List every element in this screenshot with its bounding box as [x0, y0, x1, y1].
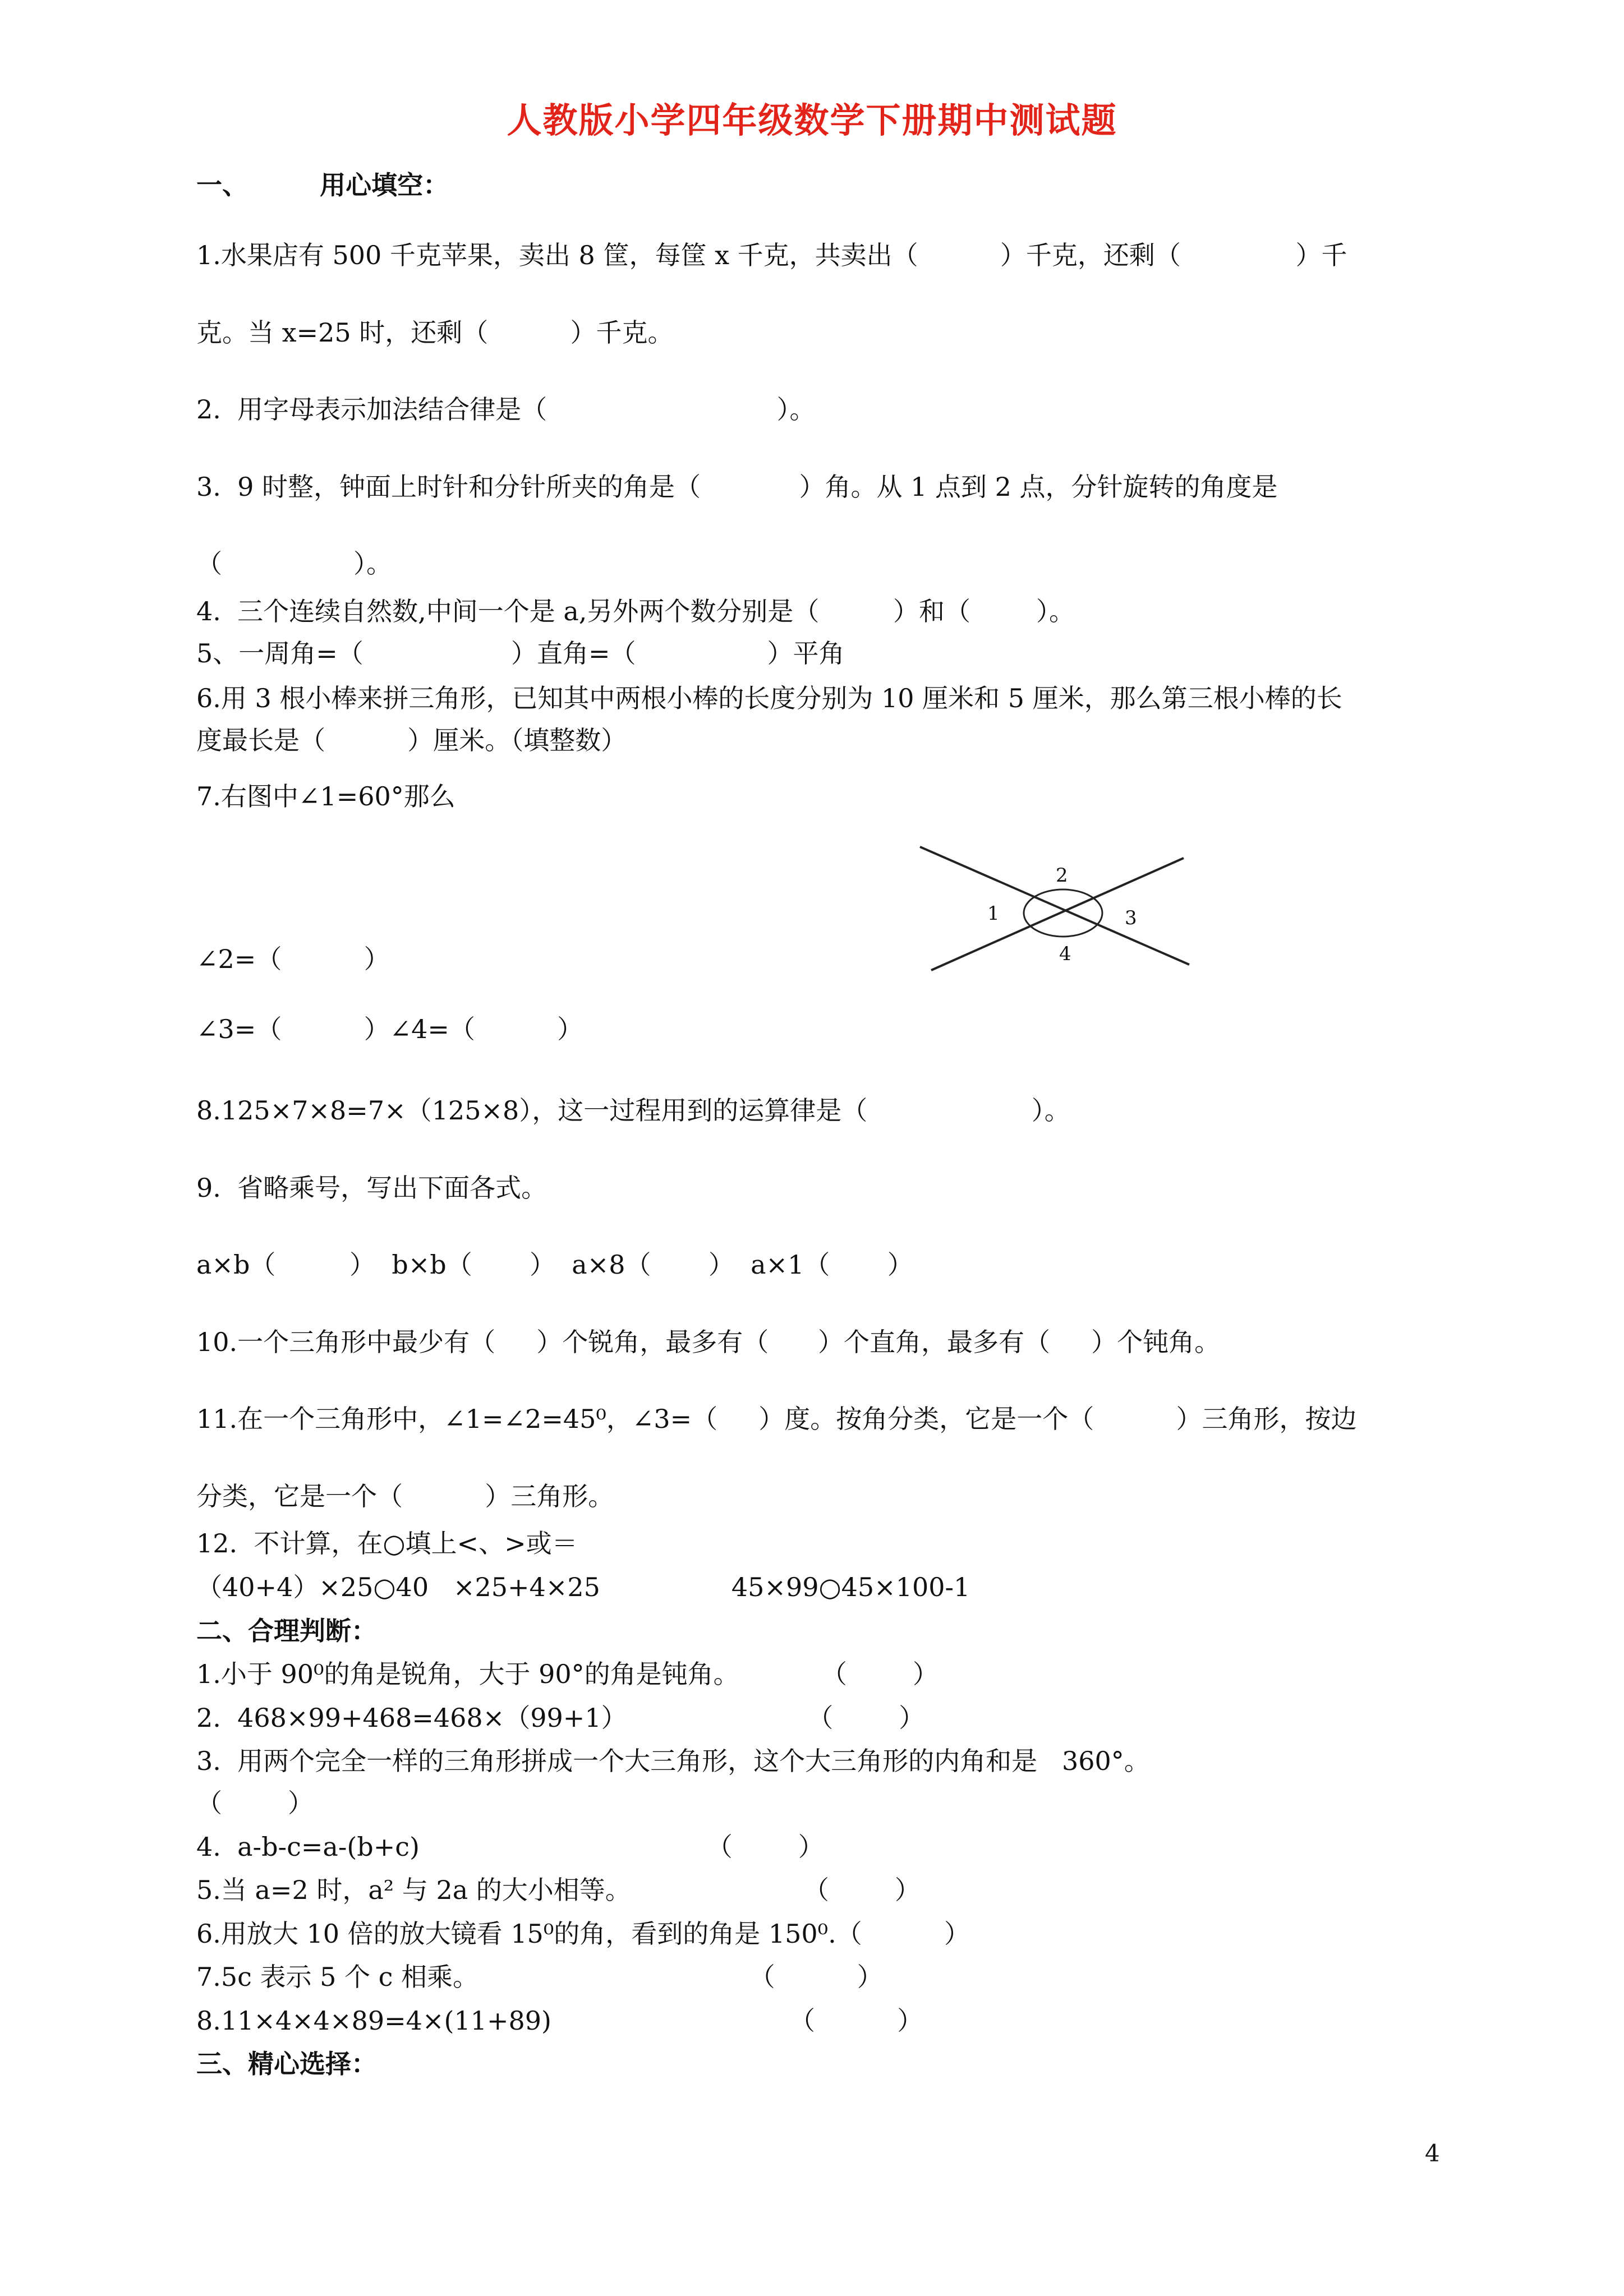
- angle-diagram: [909, 836, 1200, 981]
- judge-7: 7.5c 表示 5 个 c 相乘。 （ ）: [196, 1962, 883, 1992]
- question-11-line-2: 分类，它是一个（ ）三角形。: [196, 1481, 614, 1511]
- page-title: 人教版小学四年级数学下册期中测试题: [507, 100, 1117, 141]
- question-8: 8.125×7×8=7×（125×8），这一过程用到的运算律是（ ）。: [196, 1095, 1070, 1126]
- question-3-line-1: 3. 9 时整，钟面上时针和分针所夹的角是（ ）角。从 1 点到 2 点，分针旋转的角度是: [196, 472, 1278, 502]
- angle-label-3: 3: [1125, 907, 1137, 929]
- question-12-items: （40+4）×25○40 ×25+4×25 45×99○45×100-1: [196, 1572, 970, 1602]
- page-number: 4: [1425, 2140, 1440, 2167]
- question-7: 7.右图中∠1=60°那么: [196, 781, 456, 812]
- question-1-line-1: 1.水果店有 500 千克苹果，卖出 8 筐，每筐 x 千克，共卖出（ ）千克，还剩（ ）千: [196, 240, 1347, 270]
- angle-label-4: 4: [1059, 943, 1071, 965]
- question-12: 12. 不计算，在○填上<、>或＝: [196, 1528, 578, 1559]
- angle-label-2: 2: [1056, 864, 1068, 887]
- question-9: 9. 省略乘号，写出下面各式。: [196, 1173, 548, 1203]
- question-2: 2. 用字母表示加法结合律是（ ）。: [196, 394, 816, 425]
- question-11-line-1: 11.在一个三角形中，∠1=∠2=45⁰，∠3=（ ）度。按角分类，它是一个（ ）三角形，按边: [196, 1404, 1357, 1434]
- question-9-items: a×b（ ） b×b（ ） a×8（ ） a×1（ ）: [196, 1250, 913, 1280]
- question-6-line-2: 度最长是（ ）厘米。（填整数）: [196, 725, 627, 755]
- judge-3: 3. 用两个完全一样的三角形拼成一个大三角形，这个大三角形的内角和是 360°。: [196, 1746, 1150, 1776]
- question-4: 4. 三个连续自然数,中间一个是 a,另外两个数分别是（ ）和（ ）。: [196, 596, 1075, 626]
- judge-2: 2. 468×99+468=468×（99+1） （ ）: [196, 1703, 925, 1733]
- question-6-line-1: 6.用 3 根小棒来拼三角形，已知其中两根小棒的长度分别为 10 厘米和 5 厘米，那么第三根小棒的长: [196, 683, 1342, 713]
- section-heading-choice: 三、精心选择：: [196, 2049, 377, 2079]
- judge-5: 5.当 a=2 时，a² 与 2a 的大小相等。 （ ）: [196, 1875, 921, 1905]
- question-1-line-2: 克。当 x=25 时，还剩（ ）千克。: [196, 317, 674, 348]
- question-7-angle-2: ∠2=（ ）: [196, 944, 390, 974]
- judge-8: 8.11×4×4×89=4×(11+89) （ ）: [196, 2005, 923, 2036]
- question-5: 5、一周角=（ ）直角=（ ）平角: [196, 638, 845, 668]
- section-heading-judge: 二、合理判断：: [196, 1616, 377, 1646]
- judge-3-answer: （ ）: [196, 1788, 314, 1818]
- diagram-line-1: [920, 847, 1189, 965]
- angle-label-1: 1: [987, 902, 1000, 925]
- question-10: 10.一个三角形中最少有（ ）个锐角，最多有（ ）个直角，最多有（ ）个钝角。: [196, 1327, 1221, 1357]
- question-7-angle-3-4: ∠3=（ ）∠4=（ ）: [196, 1014, 583, 1044]
- judge-4: 4. a-b-c=a-(b+c) （ ）: [196, 1832, 824, 1862]
- question-3-line-2: （ ）。: [196, 548, 392, 579]
- section-heading-fill: 一、 用心填空：: [196, 170, 449, 200]
- judge-6: 6.用放大 10 倍的放大镜看 15⁰的角，看到的角是 150⁰.（ ）: [196, 1919, 970, 1949]
- judge-1: 1.小于 90⁰的角是锐角，大于 90°的角是钝角。 （ ）: [196, 1659, 938, 1689]
